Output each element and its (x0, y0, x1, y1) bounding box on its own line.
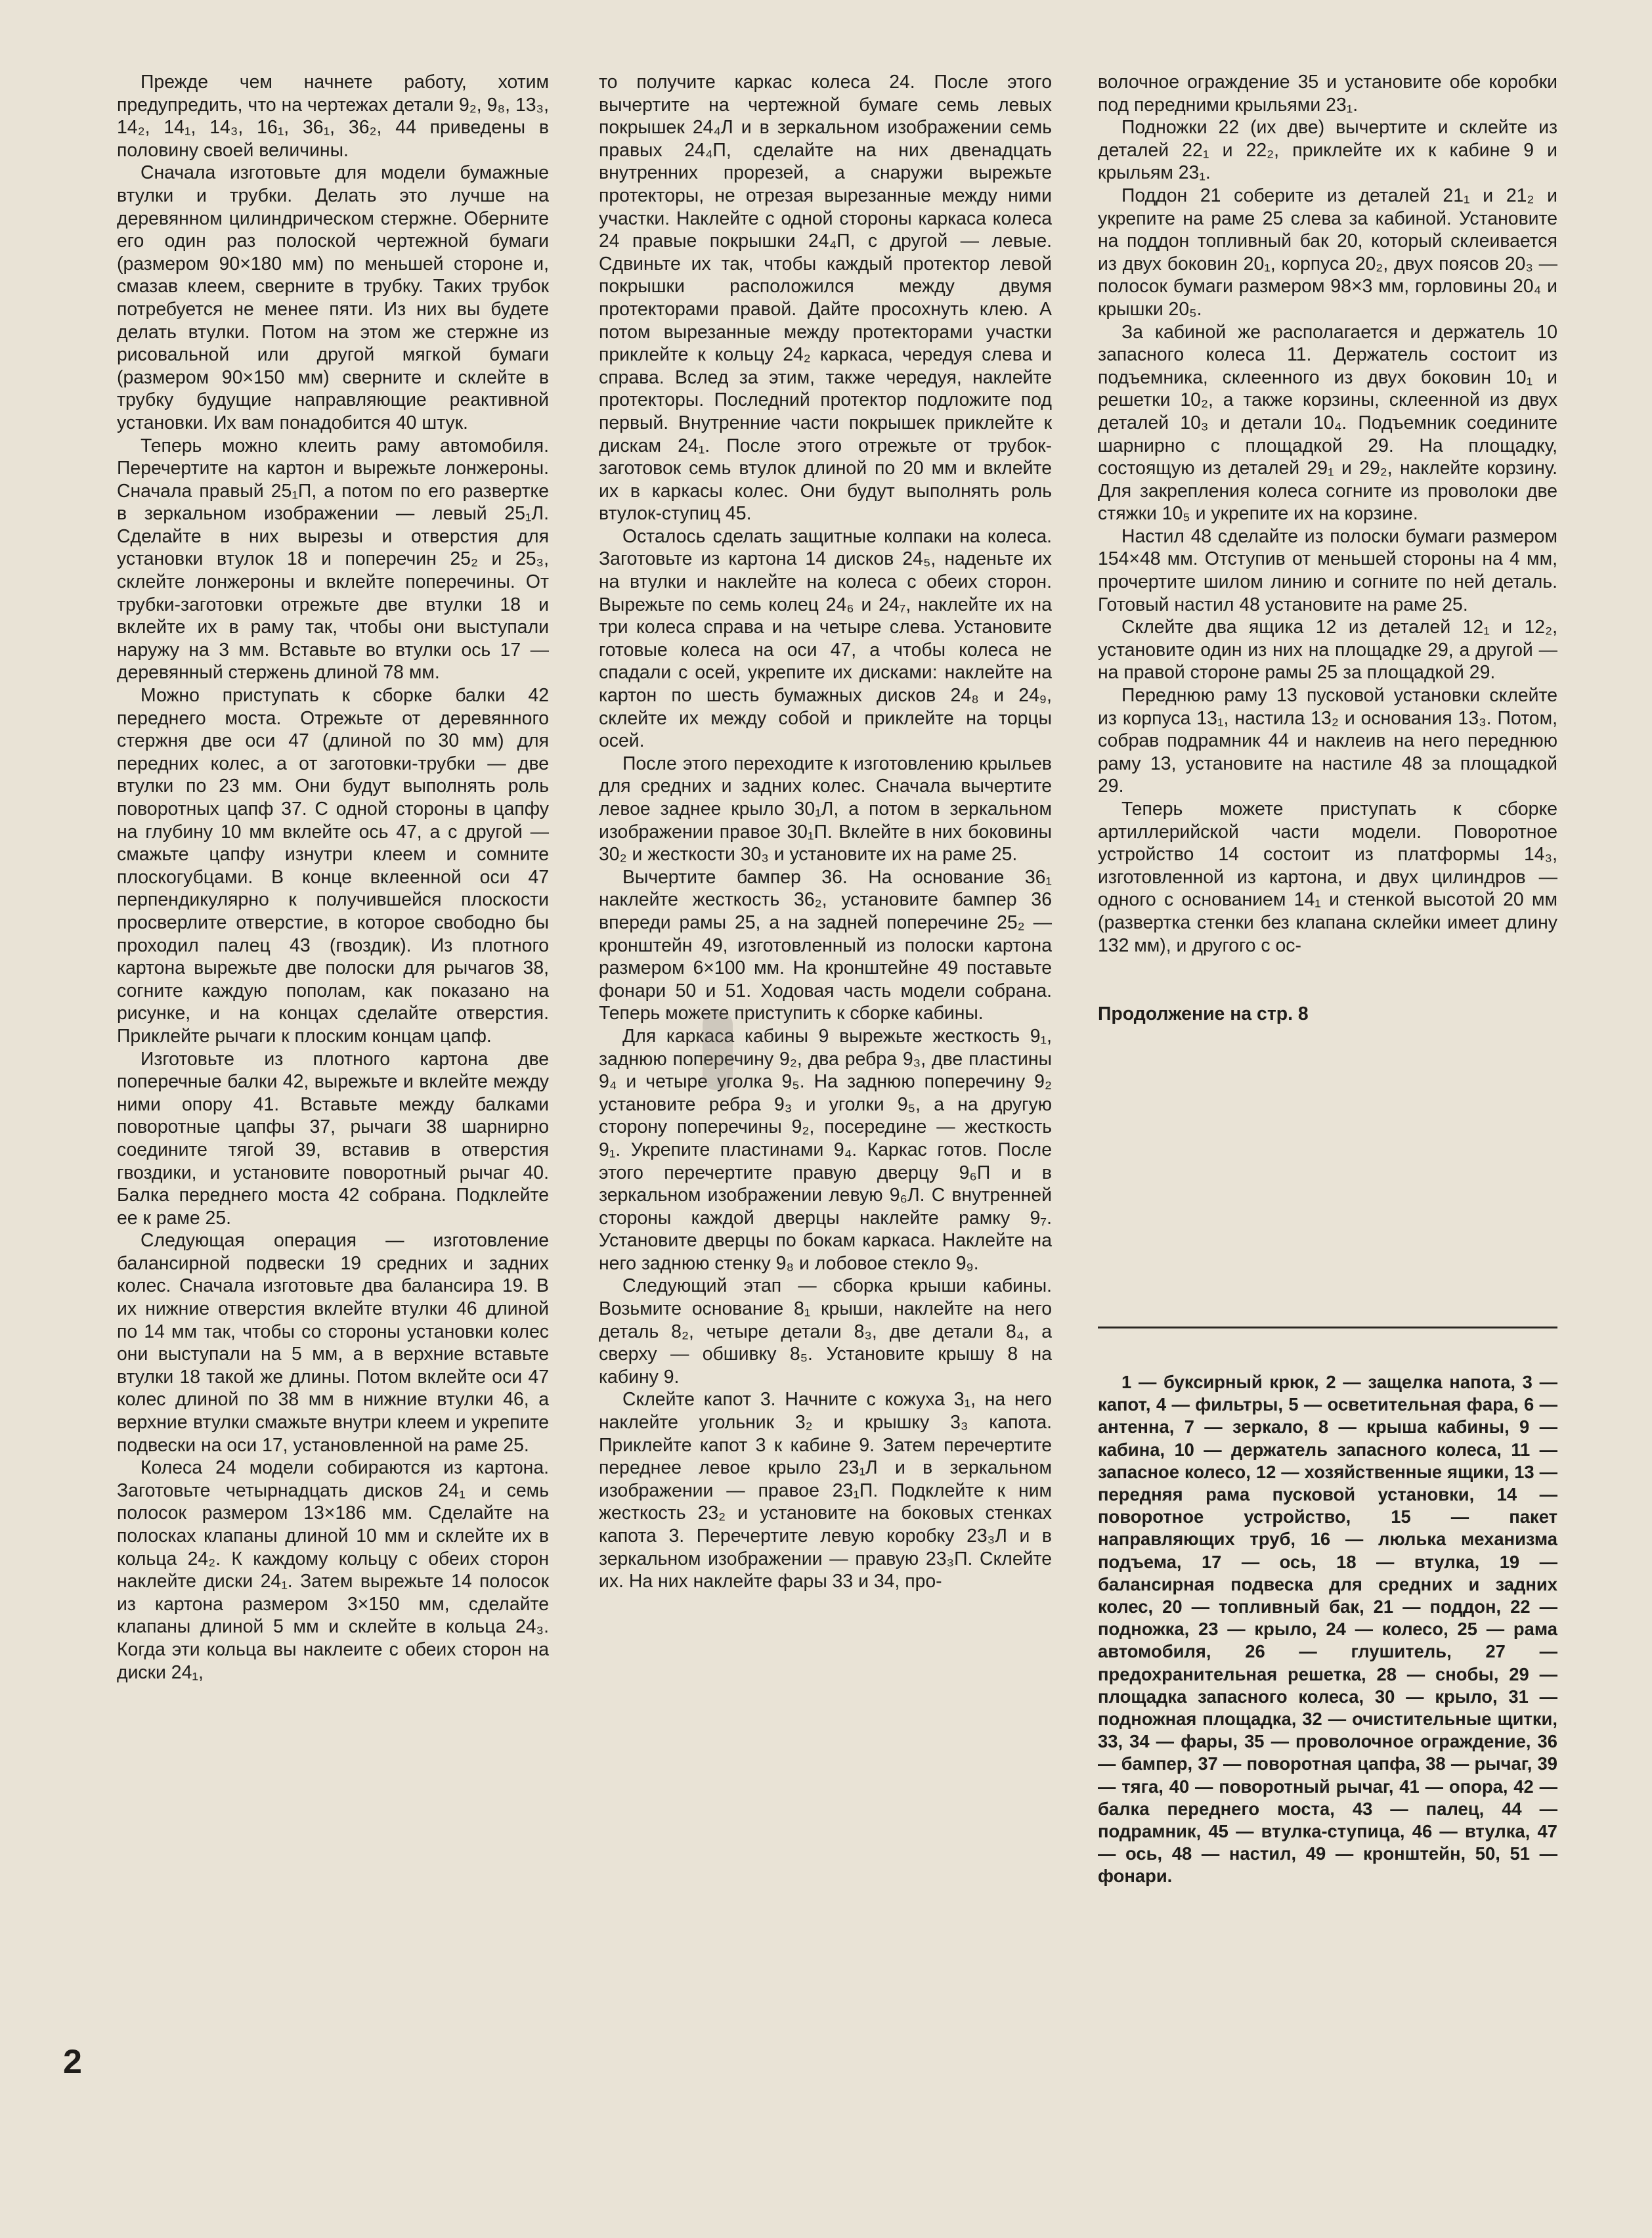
paragraph: Теперь можете приступать к сборке артиллерийской части модели. Поворотное устройство 14 состоит из платформы 14₃, изготовленной из картона, и двух цилиндров — одного с основанием 14₁ и стенкой высотой 20 мм (развертка стенки без клапана склейки имеет длину 132 мм), и другого с ос- (1098, 799, 1557, 956)
paragraph: Теперь можно клеить раму автомобиля. Перечертите на картон и вырежьте лонжероны. Сначала правый 25₁П, а потом по его развертке в зеркальном изображении — левый 25₁Л. Сделайте в них вырезы и отверстия для установки втулок 18 и поперечин 25₂ и 25₃, склейте лонжероны и вклейте поперечины. От трубки-заготовки отрежьте две втулки 18 и вклейте их в раму так, чтобы они выступали наружу на 3 мм. Вставьте во втулки ось 17 — деревянный стержень длиной 78 мм. (117, 435, 549, 684)
text-column-3 (1098, 71, 1557, 1026)
paragraph: Подножки 22 (их две) вычертите и склейте из деталей 22₁ и 22₂, приклейте их к кабине 9 и крыльям 23₁. (1098, 117, 1557, 184)
paragraph: Поддон 21 соберите из деталей 21₁ и 21₂ и укрепите на раме 25 слева за кабиной. Установите на поддон топливный бак 20, который склеивается из двух боковин 20₁, корпуса 20₂, двух поясов 20₃ — полосок бумаги размером 98×3 мм, горловины 20₄ и крышки 20₅. (1098, 185, 1557, 320)
parts-legend: 1 — буксирный крюк, 2 — защелка напота, 3 — капот, 4 — фильтры, 5 — осветительная фара, 6 — антенна, 7 — зеркало, 8 — крыша кабины, 9 — кабина, 10 — держатель запасного колеса, 11 — запасное колесо, 12 — хозяйственные ящики, 13 — передняя рама пусковой установки, 14 — поворотное устройство, 15 — пакет направляющих труб, 16 — люлька механизма подъема, 17 — ось, 18 — втулка, 19 — балансирная подвеска для средних и задних колес, 20 — топливный бак, 21 — поддон, 22 — подножка, 23 — крыло, 24 — колесо, 25 — рама автомобиля, 26 — глушитель, 27 — предохранительная решетка, 28 — снобы, 29 — площадка запасного колеса, 30 — крыло, 31 — подножная площадка, 32 — очистительные щитки, 33, 34 — фары, 35 — проволочное ограждение, 36 — бампер, 37 — поворотная цапфа, 38 — рычаг, 39 — тяга, 40 — поворотный рычаг, 41 — опора, 42 — балка переднего моста, 43 — палец, 44 — подрамник, 45 — втулка-ступица, 46 — втулка, 47 — ось, 48 — настил, 49 — кронштейн, 50, 51 — фонари. (1098, 1372, 1557, 1887)
paragraph: Настил 48 сделайте из полоски бумаги размером 154×48 мм. Отступив от меньшей стороны на 4 мм, прочертите шилом линию и согните по ней деталь. Готовый настил 48 установите на раме 25. (1098, 525, 1557, 615)
continuation-note: Продолжение на стр. 8 (1098, 1003, 1309, 1025)
paragraph: Вычертите бампер 36. На основание 36₁ наклейте жесткость 36₂, установите бампер 36 впереди рамы 25, а на задней поперечине 25₂ — кронштейн 49, изготовленный из полоски картона размером 6×100 мм. На кронштейне 49 поставьте фонари 50 и 51. Ходовая часть модели собрана. Теперь можете приступить к сборке кабины. (599, 866, 1052, 1024)
paragraph: то получите каркас колеса 24. После этого вычертите на чертежной бумаге семь левых покрышек 24₄Л и в зеркальном изображении семь правых 24₄П, сделайте на них двенадцать внутренних прорезей, а снаружи вырежьте протекторы, не отрезая вырезанные между ними участки. Наклейте с одной стороны каркаса колеса 24 правые покрышки 24₄П, с другой — левые. Сдвиньте их так, чтобы каждый протектор левой покрышки расположился между двумя протекторами правой. Дайте просохнуть клею. А потом вырезанные между протекторами участки приклейте к кольцу 24₂ каркаса, чередуя слева и справа. Вслед за этим, также чередуя, наклейте протекторы. Последний протектор подложите под первый. Внутренние части покрышек приклейте к дискам 24₁. После этого отрежьте от трубок-заготовок семь втулок длиной по 20 мм и вклейте их в каркасы колес. Они будут выполнять роль втулок-ступиц 45. (599, 72, 1052, 525)
paragraph: Изготовьте из плотного картона две поперечные балки 42, вырежьте и вклейте между ними опору 41. Вставьте между балками поворотные цапфы 37, рычаги 38 шарнирно соедините тягой 39, вставив в отверстия гвоздики, и установите поворотный рычаг 40. Балка переднего моста 42 собрана. Подклейте ее к раме 25. (117, 1048, 549, 1229)
paragraph: Следующий этап — сборка крыши кабины. Возьмите основание 8₁ крыши, наклейте на него деталь 8₂, четыре детали 8₃, две детали 8₄, а сверху — обшивку 8₅. Установите крышу 8 на кабину 9. (599, 1275, 1052, 1388)
paragraph: Колеса 24 модели собираются из картона. Заготовьте четырнадцать дисков 24₁ и семь полосок размером 13×186 мм. Сделайте на полосках клапаны длиной 10 мм и склейте их в кольца 24₂. К каждому кольцу с обеих сторон наклейте диски 24₁. Затем вырежьте 14 полосок из картона размером 3×150 мм, сделайте клапаны длиной 5 мм и склейте в кольца 24₃. Когда эти кольца вы наклеите с обеих сторон на диски 24₁, (117, 1457, 549, 1683)
paragraph: Склейте два ящика 12 из деталей 12₁ и 12₂, установите один из них на площадке 29, а другой — на правой стороне рамы 25 за площадкой 29. (1098, 617, 1557, 684)
paragraph: Склейте капот 3. Начните с кожуха 3₁, на него наклейте угольник 3₂ и крышку 3₃ капота. Приклейте капот 3 к кабине 9. Затем перечертите переднее левое крыло 23₁Л и в зеркальном изображении — правое 23₁П. Подклейте к ним жесткость 23₂ и установите на боковых стенках капота 3. Перечертите левую коробку 23₃Л и в зеркальном изображении — правую 23₃П. Склейте их. На них наклейте фары 33 и 34, про- (599, 1389, 1052, 1592)
paragraph: Можно приступать к сборке балки 42 переднего моста. Отрежьте от деревянного стержня две оси 47 (длиной по 30 мм) для передних колес, а от заготовки-трубки — две втулки по 23 мм. Они будут выполнять роль поворотных цапф 37. С одной стороны в цапфу на глубину 10 мм вклейте ось 47, а с другой — смажьте цапфу изнутри клеем и сомните плоскогубцами. В конце вклеенной оси 47 перпендикулярно к получившейся плоскости просверлите отверстие, в которое свободно бы проходил палец 43 (гвоздик). Из плотного картона вырежьте две полоски для рычагов 38, согните каждую пополам, как показано на рисунке, и на концах сделайте отверстия. Приклейте рычаги к плоским концам цапф. (117, 685, 549, 1047)
paragraph: волочное ограждение 35 и установите обе коробки под передними крыльями 23₁. (1098, 72, 1557, 116)
paragraph: Переднюю раму 13 пусковой установки склейте из корпуса 13₁, настила 13₂ и основания 13₃. Потом, собрав подрамник 44 и наклеив на него переднюю раму 13, установите на настиле 48 за площадкой 29. (1098, 685, 1557, 797)
paragraph: Сначала изготовьте для модели бумажные втулки и трубки. Делать это лучше на деревянном цилиндрическом стержне. Оберните его один раз полоской чертежной бумаги (размером 90×180 мм) по меньшей стороне и, смазав клеем, сверните в трубку. Таких трубок потребуется не менее пяти. Из них вы будете делать втулки. Потом на этом же стержне из рисовальной или другой мягкой бумаги (размером 90×150 мм) сверните и склейте в трубку будущие направляющие реактивной установки. Их вам понадобится 40 штук. (117, 162, 549, 433)
section-divider (1098, 1327, 1557, 1328)
paragraph: За кабиной же располагается и держатель 10 запасного колеса 11. Держатель состоит из подъемника, склеенного из двух боковин 10₁ и решетки 10₂, а также корзины, склеенной из двух деталей 10₃ и детали 10₄. Подъемник соедините шарнирно с площадкой 29. На площадку, состоящую из деталей 29₁ и 29₂, наклейте корзину. Для закрепления колеса согните из проволоки две стяжки 10₅ и укрепите их на корзине. (1098, 321, 1557, 525)
text-column-2 (599, 71, 1052, 1593)
paragraph: Для каркаса кабины 9 вырежьте жесткость 9₁, заднюю поперечину 9₂, два ребра 9₃, две пластины 9₄ и четыре уголка 9₅. На заднюю поперечину 9₂ установите ребра 9₃ и уголки 9₅, а на другую сторону поперечины 9₂, посередине — жесткость 9₁. Укрепите пластинами 9₄. Каркас готов. После этого перечертите правую дверцу 9₆П и в зеркальном изображении левую 9₆Л. С внутренней стороны каждой дверцы наклейте рамку 9₇. Установите дверцы по бокам каркаса. Наклейте на него заднюю стенку 9₈ и лобовое стекло 9₉. (599, 1025, 1052, 1274)
paragraph: После этого переходите к изготовлению крыльев для средних и задних колес. Сначала вычертите левое заднее крыло 30₁Л, а потом в зеркальном изображении правое 30₁П. Вклейте в них боковины 30₂ и жесткости 30₃ и установите их на раме 25. (599, 753, 1052, 866)
text-column-1 (117, 71, 549, 1684)
page-number: 2 (63, 2043, 82, 2081)
paragraph: Осталось сделать защитные колпаки на колеса. Заготовьте из картона 14 дисков 24₅, наденьте их на втулки и наклейте на колеса с обеих сторон. Вырежьте по семь колец 24₆ и 24₇, наклейте их на три колеса справа и на четыре слева. Установите готовые колеса на оси 47, а чтобы колеса не спадали с осей, укрепите их дисками: наклейте на картон по шесть бумажных дисков 24₈ и 24₉, склейте их между собой и приклейте на торцы осей. (599, 525, 1052, 752)
paragraph: Прежде чем начнете работу, хотим предупредить, что на чертежах детали 9₂, 9₈, 13₃, 14₂, 14₁, 14₃, 16₁, 36₁, 36₂, 44 приведены в половину своей величины. (117, 72, 549, 161)
paragraph: Следующая операция — изготовление балансирной подвески 19 средних и задних колес. Сначала изготовьте два балансира 19. В их нижние отверстия вклейте втулки 46 длиной по 14 мм так, чтобы со стороны установки колес они выступали на 5 мм, а в верхние вставьте втулки 18 такой же длины. Потом вклейте оси 47 колес длиной по 38 мм в нижние втулки 46, а верхние втулки смажьте внутри клеем и укрепите подвески на оси 17, установленной на раме 25. (117, 1230, 549, 1456)
print-blemish (703, 1011, 733, 1090)
